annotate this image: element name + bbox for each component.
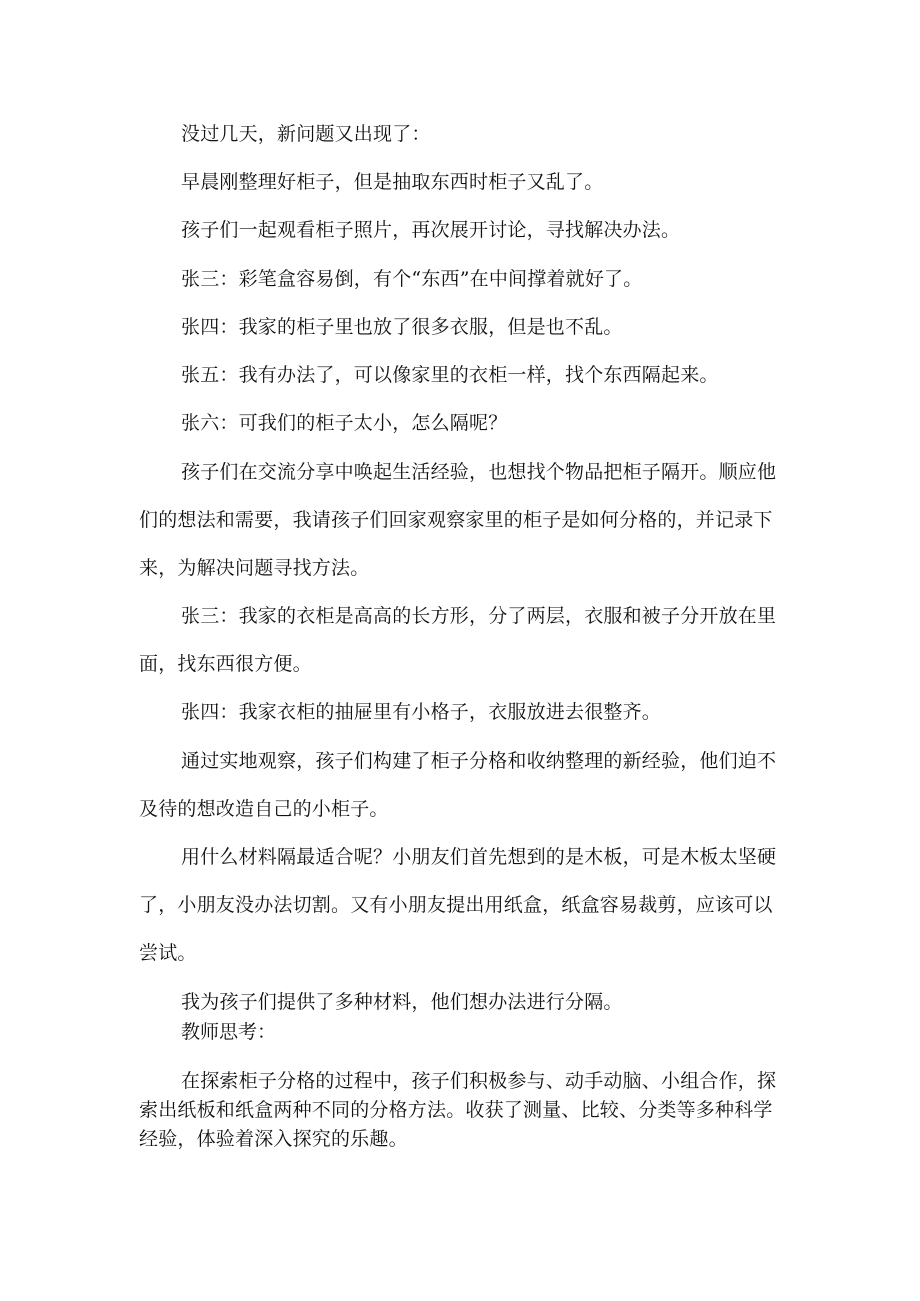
paragraph-9: 张三：我家的衣柜是高高的长方形，分了两层，衣服和被子分开放在里面，找东西很方便。 [139,605,777,675]
paragraph-6: 张五：我有办法了，可以像家里的衣柜一样，找个东西隔起来。 [181,364,719,386]
paragraph-4: 张三：彩笔盒容易倒，有个“东西”在中间撑着就好了。 [181,268,643,290]
paragraph-13: 我为孩子们提供了多种材料，他们想办法进行分隔。 [181,991,623,1013]
paragraph-2: 早晨刚整理好柜子，但是抽取东西时柜子又乱了。 [181,171,604,193]
paragraph-11: 通过实地观察，孩子们构建了柜子分格和收纳整理的新经验，他们迫不及待的想改造自己的小柜子。 [139,750,777,820]
reflection-heading: 教师思考： [181,1021,277,1043]
paragraph-1: 没过几天，新问题又出现了： [181,123,431,145]
paragraph-8: 孩子们在交流分享中唤起生活经验，也想找个物品把柜子隔开。顺应他们的想法和需要，我请孩子们回家观察家里的柜子是如何分格的，并记录下来，为解决问题寻找方法。 [139,461,777,579]
reflection-paragraph: 在探索柜子分格的过程中，孩子们积极参与、动手动脑、小组合作，探索出纸板和纸盒两种不同的分格方法。收获了测量、比较、分类等多种科学经验，体验着深入探究的乐趣。 [139,1070,777,1150]
paragraph-12: 用什么材料隔最适合呢？小朋友们首先想到的是木板，可是木板太坚硬了，小朋友没办法切割。又有小朋友提出用纸盒，纸盒容易裁剪，应该可以尝试。 [139,846,777,964]
paragraph-10: 张四：我家衣柜的抽屉里有小格子，衣服放进去很整齐。 [181,701,662,723]
paragraph-7: 张六：可我们的柜子太小，怎么隔呢？ [181,412,508,434]
paragraph-5: 张四：我家的柜子里也放了很多衣服，但是也不乱。 [181,316,623,338]
paragraph-3: 孩子们一起观看柜子照片，再次展开讨论，寻找解决办法。 [181,219,681,241]
